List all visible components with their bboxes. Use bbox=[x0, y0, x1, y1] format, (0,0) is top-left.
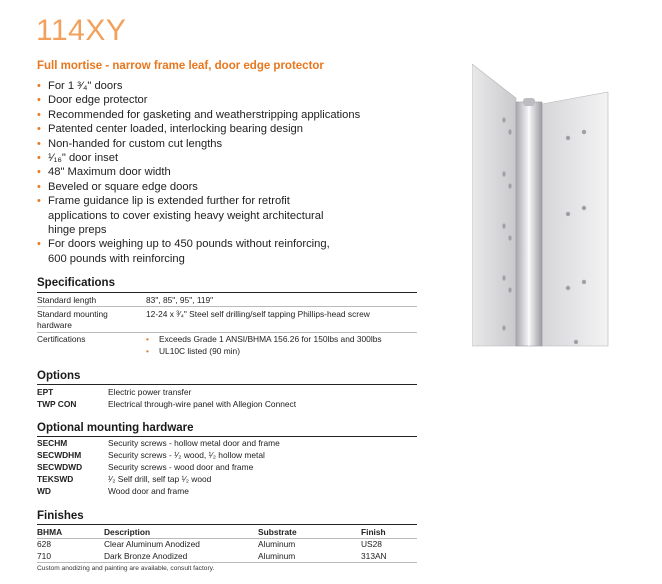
spec-label: Standard length bbox=[37, 295, 97, 305]
mounting-code: SECHM bbox=[37, 438, 68, 448]
divider bbox=[37, 332, 417, 333]
spec-value: 83", 85", 95", 119" bbox=[146, 295, 214, 305]
feature-item: • Frame guidance lip is extended further for retrofit applications to cover existing heavy weight architectural hinge preps bbox=[37, 194, 337, 237]
model-number: 114XY bbox=[36, 14, 127, 47]
feature-item: • Patented center loaded, interlocking bearing design bbox=[37, 122, 437, 136]
mounting-desc: ¹⁄₂ Self drill, self tap ¹⁄₂ wood bbox=[108, 474, 212, 484]
specifications-heading: Specifications bbox=[37, 277, 115, 289]
finish-substrate: Aluminum bbox=[258, 539, 296, 549]
options-heading: Options bbox=[37, 370, 81, 382]
spec-label: Certifications bbox=[37, 334, 86, 344]
certification-item: • UL10C listed (90 min) bbox=[146, 346, 417, 358]
mounting-heading: Optional mounting hardware bbox=[37, 422, 194, 434]
mounting-desc: Wood door and frame bbox=[108, 486, 189, 496]
feature-list bbox=[37, 79, 437, 266]
product-image bbox=[472, 62, 612, 350]
feature-item: • Beveled or square edge doors bbox=[37, 180, 437, 194]
certification-item: • Exceeds Grade 1 ANSI/BHMA 156.26 for 150lbs and 300lbs bbox=[146, 334, 417, 346]
finish-code: 313AN bbox=[361, 551, 387, 561]
option-desc: Electrical through-wire panel with Allegion Connect bbox=[108, 399, 297, 409]
mounting-desc: Security screws - hollow metal door and frame bbox=[108, 438, 280, 448]
feature-item: • For 1 ³⁄₄" doors bbox=[37, 79, 437, 93]
divider bbox=[37, 292, 417, 293]
spec-value: 12-24 x ³⁄₄" Steel self drilling/self tapping Phillips-head screw bbox=[146, 309, 370, 319]
feature-item: • Recommended for gasketing and weatherstripping applications bbox=[37, 108, 437, 122]
feature-item: • 48" Maximum door width bbox=[37, 165, 437, 179]
certification-list bbox=[146, 334, 417, 357]
product-subtitle: Full mortise - narrow frame leaf, door edge protector bbox=[37, 60, 324, 72]
spec-label: Standard mounting hardware bbox=[37, 309, 108, 330]
option-code: EPT bbox=[37, 387, 54, 397]
column-header: Description bbox=[104, 527, 151, 537]
finish-description: Clear Aluminum Anodized bbox=[104, 539, 200, 549]
feature-item: • For doors weighing up to 450 pounds without reinforcing, 600 pounds with reinforcing bbox=[37, 237, 337, 266]
finish-bhma: 628 bbox=[37, 539, 51, 549]
finish-substrate: Aluminum bbox=[258, 551, 296, 561]
feature-item: • Door edge protector bbox=[37, 93, 437, 107]
finish-description: Dark Bronze Anodized bbox=[104, 551, 188, 561]
mounting-code: TEKSWD bbox=[37, 474, 74, 484]
divider bbox=[37, 562, 417, 563]
mounting-code: SECWDWD bbox=[37, 462, 83, 472]
divider bbox=[37, 524, 417, 525]
mounting-desc: Security screws - wood door and frame bbox=[108, 462, 254, 472]
divider bbox=[37, 384, 417, 385]
mounting-code: SECWDHM bbox=[37, 450, 82, 460]
finish-bhma: 710 bbox=[37, 551, 51, 561]
divider bbox=[37, 306, 417, 307]
column-header: BHMA bbox=[37, 527, 63, 537]
finish-code: US28 bbox=[361, 539, 382, 549]
option-code: TWP CON bbox=[37, 399, 77, 409]
divider bbox=[37, 538, 417, 539]
mounting-desc: Security screws - ¹⁄₂ wood, ¹⁄₂ hollow metal bbox=[108, 450, 265, 460]
mounting-code: WD bbox=[37, 486, 51, 496]
feature-item: • Non-handed for custom cut lengths bbox=[37, 137, 437, 151]
finishes-heading: Finishes bbox=[37, 510, 84, 522]
feature-item: • ¹⁄₁₆" door inset bbox=[37, 151, 437, 165]
hinge-illustration bbox=[472, 62, 612, 350]
option-desc: Electric power transfer bbox=[108, 387, 192, 397]
column-header: Substrate bbox=[258, 527, 297, 537]
footnote: Custom anodizing and painting are available, consult factory. bbox=[37, 565, 215, 572]
column-header: Finish bbox=[361, 527, 386, 537]
